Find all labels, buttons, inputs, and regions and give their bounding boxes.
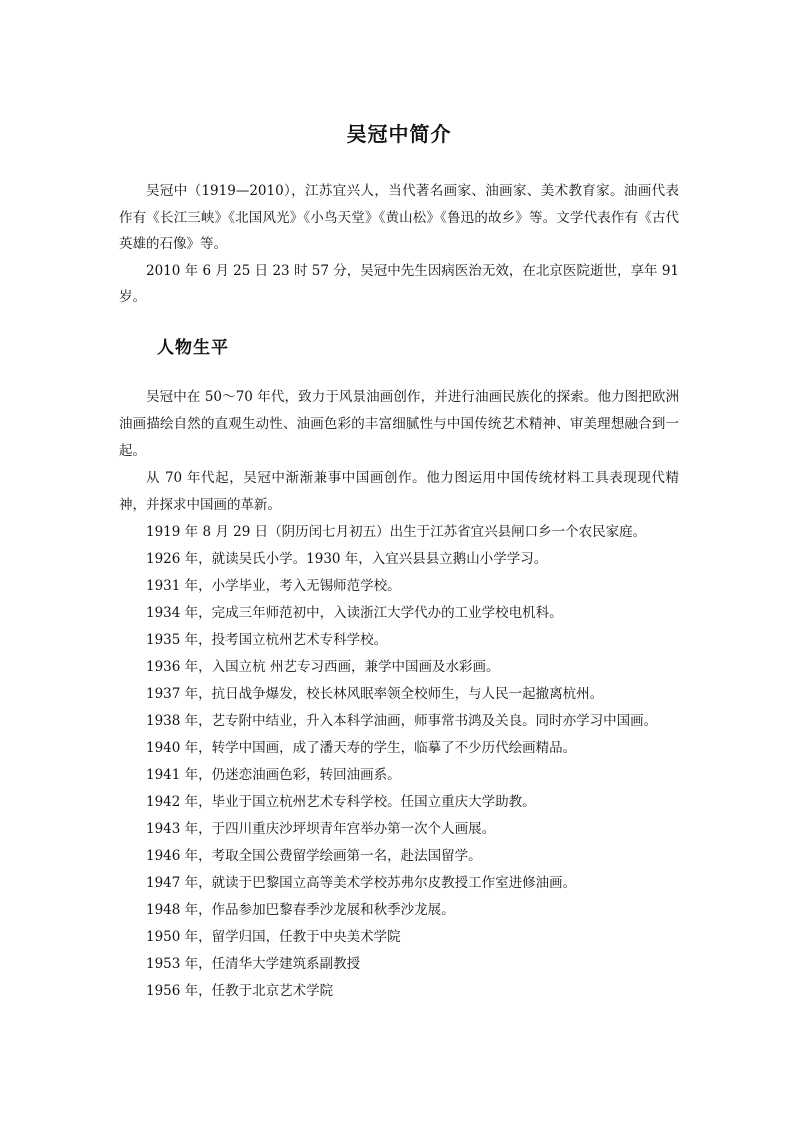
- bio-paragraph: 从 70 年代起，吴冠中渐渐兼事中国画创作。他力图运用中国传统材料工具表现现代精神，并探求中国画的革新。: [119, 470, 679, 513]
- timeline-item: 1940 年，转学中国画，成了潘天寿的学生，临摹了不少历代绘画精品。: [146, 740, 577, 756]
- timeline-item: 1947 年，就读于巴黎国立高等美术学校苏弗尔皮教授工作室进修油画。: [146, 875, 577, 891]
- timeline-item: 1926 年，就读吴氏小学。1930 年，入宜兴县县立鹅山小学学习。: [146, 551, 548, 567]
- timeline-item: 1948 年，作品参加巴黎春季沙龙展和秋季沙龙展。: [146, 902, 455, 918]
- intro-paragraph: 2010 年 6 月 25 日 23 时 57 分，吴冠中先生因病医治无效，在北京医院逝世，享年 91 岁。: [119, 262, 679, 305]
- timeline-item: 1919 年 8 月 29 日（阴历闰七月初五）出生于江苏省宜兴县闸口乡一个农民家庭。: [146, 524, 647, 540]
- timeline-item: 1935 年，投考国立杭州艺术专科学校。: [146, 632, 388, 648]
- timeline-item: 1942 年，毕业于国立杭州艺术专科学校。任国立重庆大学助教。: [146, 794, 536, 810]
- timeline-item: 1943 年，于四川重庆沙坪坝青年宫举办第一次个人画展。: [146, 821, 496, 837]
- intro-section: [119, 178, 679, 311]
- biography-section: [119, 384, 679, 1005]
- section-heading-biography: 人物生平: [157, 338, 229, 358]
- timeline-list: [119, 519, 679, 1005]
- timeline-item: 1938 年，艺专附中结业，升入本科学油画，师事常书鸿及关良。同时亦学习中国画。: [146, 713, 658, 729]
- timeline-item: 1941 年，仍迷恋油画色彩，转回油画系。: [146, 767, 401, 783]
- timeline-item: 1946 年，考取全国公费留学绘画第一名，赴法国留学。: [146, 848, 482, 864]
- timeline-item: 1953 年，任清华大学建筑系副教授: [146, 956, 361, 972]
- timeline-item: 1950 年，留学归国，任教于中央美术学院: [146, 929, 401, 945]
- timeline-item: 1937 年，抗日战争爆发，校长林风眠率领全校师生，与人民一起撤离杭州。: [146, 686, 604, 702]
- bio-paragraph: 吴冠中在 50～70 年代，致力于风景油画创作，并进行油画民族化的探索。他力图把欧洲油画描绘自然的直观生动性、油画色彩的丰富细腻性与中国传统艺术精神、审美理想融合到一起。: [119, 389, 679, 459]
- timeline-item: 1931 年，小学毕业，考入无锡师范学校。: [146, 578, 401, 594]
- intro-paragraph: 吴冠中（1919—2010），江苏宜兴人，当代著名画家、油画家、美术教育家。油画代表作有《长江三峡》《北国风光》《小鸟天堂》《黄山松》《鲁迅的故乡》等。文学代表作有《古代英雄的石像》等。: [119, 183, 679, 252]
- timeline-item: 1956 年，任教于北京艺术学院: [146, 983, 334, 999]
- timeline-item: 1936 年，入国立杭 州艺专习西画，兼学中国画及水彩画。: [146, 659, 500, 675]
- document-title: 吴冠中简介: [346, 122, 452, 146]
- timeline-item: 1934 年，完成三年师范初中，入读浙江大学代办的工业学校电机科。: [146, 605, 563, 621]
